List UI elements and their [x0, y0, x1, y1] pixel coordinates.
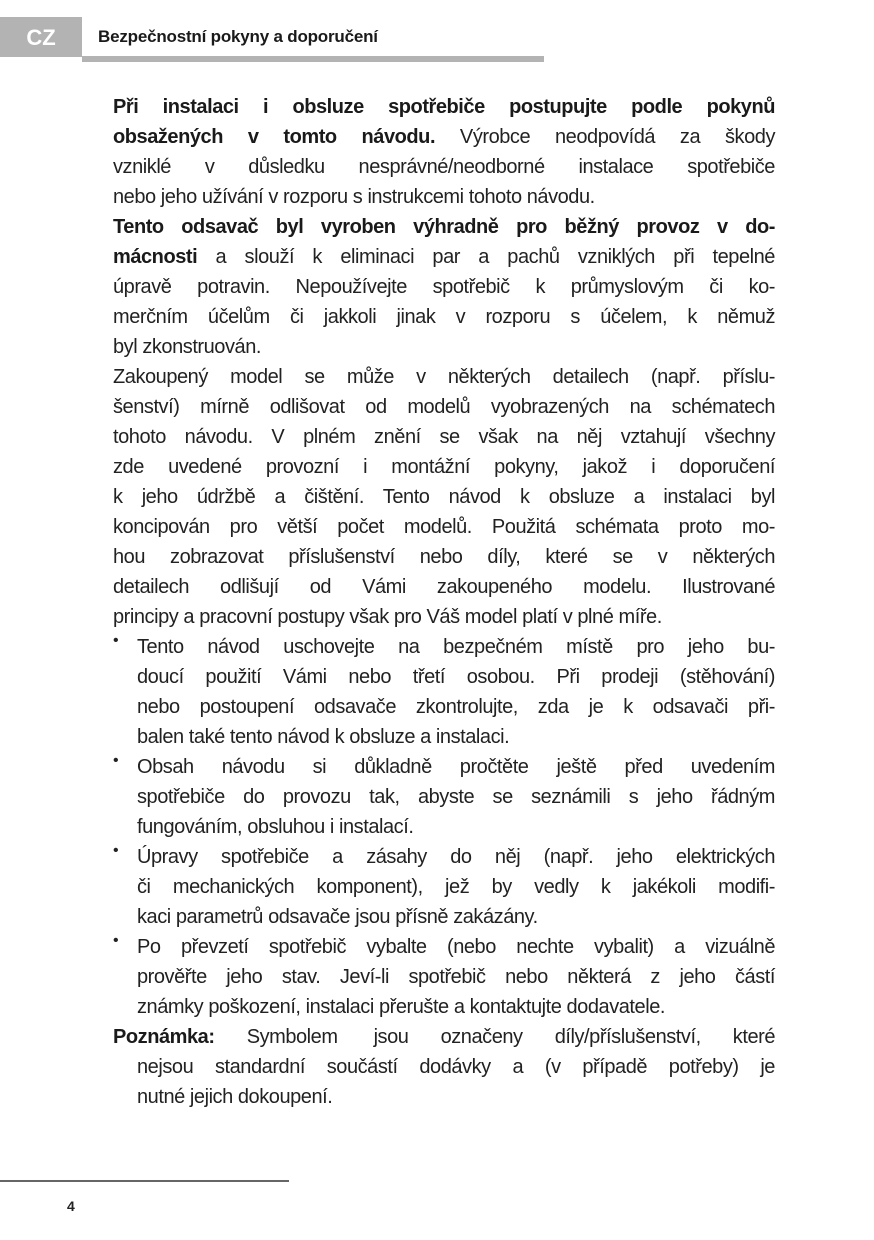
note-label: Poznámka: [113, 1026, 215, 1048]
text-line [113, 512, 775, 542]
text-line-wrap [113, 872, 775, 902]
text-line [113, 452, 775, 482]
text-line [113, 122, 775, 152]
text-line-wrap [113, 362, 775, 392]
section-title: Bezpečnostní pokyny a doporučení [98, 27, 378, 46]
text-segment: Po převzetí spotřebič vybalte (nebo nechte vybalit) a vizuálně [137, 936, 775, 958]
bold-text: obsažených v tomto návodu. [113, 126, 436, 148]
text-line [113, 482, 775, 512]
text-line-wrap [113, 692, 775, 722]
footer-rule [0, 1180, 289, 1182]
text-line [113, 212, 775, 242]
text-line [137, 962, 775, 992]
text-segment: koncipován pro větší počet modelů. Použitá schémata proto mo- [113, 516, 775, 538]
text-segment: spotřebiče do provozu tak, abyste se seznámili s jeho řádným [137, 786, 775, 808]
note-line [113, 1022, 775, 1052]
text-segment: vzniklé v důsledku nesprávné/neodborné instalace spotřebiče [113, 156, 775, 178]
text-line [137, 632, 775, 662]
text-segment: kaci parametrů odsavače jsou přísně zakázány. [137, 906, 538, 928]
text-segment: doucí použití Vámi nebo třetí osobou. Při prodeji (stěhování) [137, 666, 775, 688]
bullet-icon: • [113, 632, 119, 649]
text-segment: fungováním, obsluhou i instalací. [137, 816, 414, 838]
text-line-wrap [113, 902, 775, 932]
text-line-wrap [113, 482, 775, 512]
text-line [113, 572, 775, 602]
text-line [137, 992, 775, 1022]
text-segment: detailech odlišují od Vámi zakoupeného modelu. Ilustrované [113, 576, 775, 598]
text-line-wrap [113, 632, 775, 662]
text-segment: šenství) mírně odlišovat od modelů vyobrazených na schématech [113, 396, 775, 418]
text-line-wrap [113, 302, 775, 332]
text-segment: Výrobce neodpovídá za škody [435, 126, 775, 148]
text-line [137, 662, 775, 692]
text-segment: Obsah návodu si důkladně pročtěte ještě před uvedením [137, 756, 775, 778]
text-line-wrap [113, 602, 775, 632]
text-segment: Zakoupený model se může v některých detailech (např. příslu- [113, 366, 775, 388]
text-line-wrap [113, 782, 775, 812]
text-segment: úpravě potravin. Nepoužívejte spotřebič k průmyslovým či ko- [113, 276, 775, 298]
text-line-wrap [113, 512, 775, 542]
text-segment: tohoto návodu. V plném znění se však na něj vztahují všechny [113, 426, 775, 448]
text-line [113, 422, 775, 452]
text-segment: známky poškození, instalaci přerušte a kontaktujte dodavatele. [137, 996, 665, 1018]
text-line-wrap [113, 932, 775, 962]
text-segment: Tento návod uschovejte na bezpečném místě pro jeho bu- [137, 636, 775, 658]
text-line-wrap [113, 182, 775, 212]
text-line-wrap [113, 212, 775, 242]
text-segment: k jeho údržbě a čištění. Tento návod k obsluze a instalaci byl [113, 486, 775, 508]
bullet-icon: • [113, 752, 119, 769]
text-line-wrap [113, 272, 775, 302]
text-line [137, 812, 775, 842]
text-line-wrap [113, 332, 775, 362]
text-line-wrap [113, 452, 775, 482]
text-line [113, 362, 775, 392]
text-line [113, 602, 775, 632]
text-segment: a slouží k eliminaci par a pachů vzniklých při tepelné [197, 246, 775, 268]
text-line [113, 332, 775, 362]
text-line-wrap [113, 962, 775, 992]
text-line [113, 272, 775, 302]
text-line [137, 722, 775, 752]
text-line [137, 902, 775, 932]
text-segment: balen také tento návod k obsluze a instalaci. [137, 726, 510, 748]
text-line-wrap [113, 392, 775, 422]
text-segment: zde uvedené provozní i montážní pokyny, jakož i doporučení [113, 456, 775, 478]
note-text: jsou označeny díly/příslušenství, které [373, 1026, 776, 1048]
bold-text: Tento odsavač byl vyroben výhradně pro běžný provoz v do- [113, 216, 775, 238]
text-line [137, 932, 775, 962]
text-line-wrap [113, 812, 775, 842]
text-line [113, 182, 775, 212]
text-segment: hou zobrazovat příslušenství nebo díly, které se v některých [113, 546, 775, 568]
text-line [113, 302, 775, 332]
text-segment: principy a pracovní postupy však pro Váš model platí v plné míře. [113, 606, 662, 628]
text-line-wrap [113, 422, 775, 452]
text-line [113, 242, 775, 272]
text-segment: byl zkonstruován. [113, 336, 261, 358]
language-tab: CZ [0, 17, 82, 57]
text-line-wrap [113, 92, 775, 122]
note-text: Symbolem [246, 1026, 338, 1048]
bold-text: mácnosti [113, 246, 198, 268]
text-line-wrap [113, 572, 775, 602]
text-line [137, 782, 775, 812]
text-line [113, 392, 775, 422]
text-line-wrap [113, 152, 775, 182]
text-segment: nebo jeho užívání v rozporu s instrukcemi tohoto návodu. [113, 186, 595, 208]
text-line-wrap [113, 242, 775, 272]
header-rule [82, 56, 544, 62]
text-line-wrap [113, 122, 775, 152]
text-line [113, 92, 775, 122]
text-line-wrap [113, 542, 775, 572]
body-text [113, 92, 775, 1112]
text-line-wrap [113, 662, 775, 692]
note-line: nejsou standardní součástí dodávky a (v případě potřeby) je [137, 1056, 775, 1078]
text-line [137, 842, 775, 872]
page-number: 4 [67, 1198, 75, 1214]
text-segment: či mechanických komponent), jež by vedly k jakékoli modifi- [137, 876, 775, 898]
text-line [113, 152, 775, 182]
text-segment: Úpravy spotřebiče a zásahy do něj (např. jeho elektrických [137, 846, 775, 868]
text-line-wrap [113, 722, 775, 752]
note-line: nutné jejich dokoupení. [137, 1086, 333, 1108]
text-segment: nebo postoupení odsavače zkontrolujte, zda je k odsavači při- [137, 696, 775, 718]
text-line [137, 872, 775, 902]
text-line [137, 692, 775, 722]
text-segment: prověřte jeho stav. Jeví-li spotřebič nebo některá z jeho částí [137, 966, 775, 988]
text-line-wrap [113, 992, 775, 1022]
text-line-wrap [113, 752, 775, 782]
text-segment: merčním účelům či jakkoli jinak v rozporu s účelem, k němuž [113, 306, 775, 328]
text-line-wrap [113, 842, 775, 872]
text-line [113, 542, 775, 572]
text-line [137, 752, 775, 782]
bullet-icon: • [113, 932, 119, 949]
bullet-icon: • [113, 842, 119, 859]
bold-text: Při instalaci i obsluze spotřebiče postupujte podle pokynů [113, 96, 775, 118]
